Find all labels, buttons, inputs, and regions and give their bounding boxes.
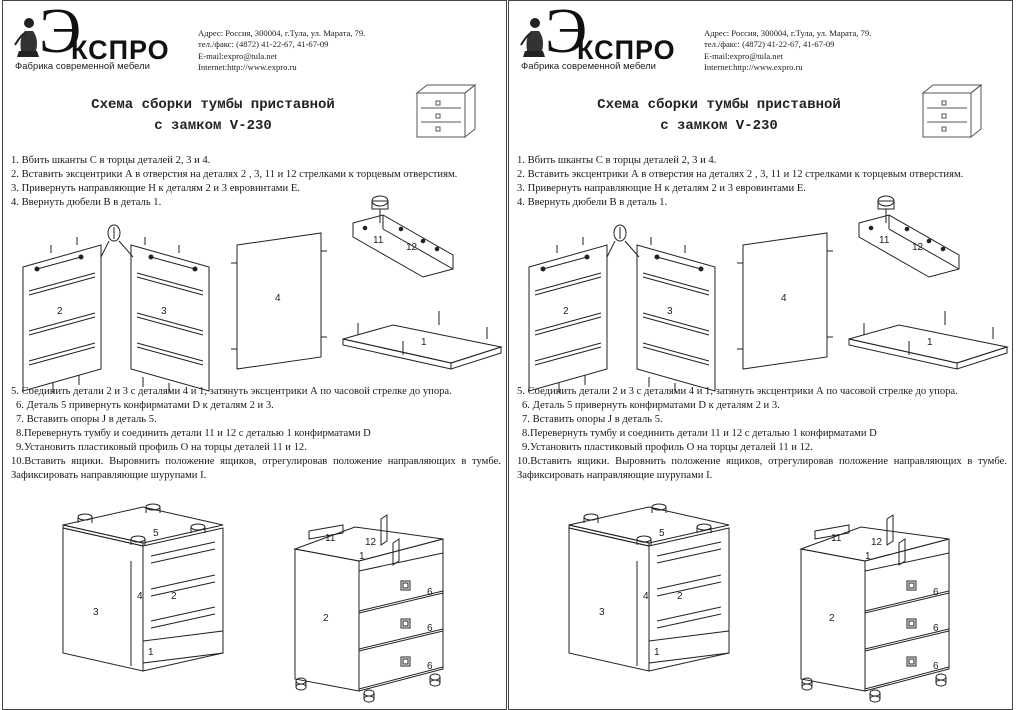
label-part-5: 5	[659, 528, 665, 539]
label-part-6-drawer-3: 6	[427, 661, 433, 672]
label-part-3-assembled: 3	[93, 607, 99, 618]
cabinet-thumbnail-icon	[923, 85, 981, 137]
label-part-12-assembled: 12	[365, 537, 377, 548]
label-part-4: 4	[781, 293, 787, 304]
eccentric-detail-icon	[607, 225, 639, 257]
label-part-4-assembled: 4	[643, 591, 649, 602]
title-line-1: Схема сборки тумбы приставной	[91, 97, 335, 113]
step-2: 2. Вставить эксцентрики А в отверстия на деталях 2 , 3, 11 и 12 стрелками к торцевым отверстиям.	[11, 169, 458, 180]
label-part-3-assembled: 3	[599, 607, 605, 618]
assembly-drawings	[509, 1, 1013, 710]
title-line-1: Схема сборки тумбы приставной	[597, 97, 841, 113]
step-9: 9.Установить пластиковый профиль О на торцы деталей 11 и 12.	[16, 442, 307, 453]
label-part-1-assembled: 1	[148, 647, 154, 658]
assembly-steps-1-4	[517, 154, 1007, 210]
assembly-steps-1-4	[11, 154, 501, 210]
label-part-12: 12	[406, 242, 418, 253]
assembly-drawings	[3, 1, 507, 710]
step-4: 4. Ввернуть дюбели В в деталь 1.	[517, 197, 668, 208]
label-part-4: 4	[275, 293, 281, 304]
carcass-assembly-drawing	[569, 504, 729, 671]
brand-tagline: Фабрика современной мебели	[15, 61, 150, 72]
step-2: 2. Вставить эксцентрики А в отверстия на деталях 2 , 3, 11 и 12 стрелками к торцевым отверстиям.	[517, 169, 964, 180]
step-10: 10.Вставить ящики. Выровнить положение ящиков, отрегулировав положение направляющих в тумбе. Зафиксировать направляющие шурупами I.	[11, 456, 501, 481]
label-part-11: 11	[879, 235, 890, 246]
label-part-1: 1	[927, 337, 933, 348]
assembly-steps-5-10	[517, 385, 1007, 483]
carcass-assembly-drawing	[63, 504, 223, 671]
brand-letter: Э	[39, 0, 82, 66]
label-part-2: 2	[563, 306, 569, 317]
brand-tagline: Фабрика современной мебели	[521, 61, 656, 72]
eccentric-detail-icon	[101, 225, 133, 257]
label-part-11-assembled: 11	[831, 533, 842, 544]
contact-internet: Internet:http://www.expro.ru	[198, 62, 297, 73]
brand-letter: Э	[545, 0, 588, 66]
contact-email: E-mail:expro@tula.net	[198, 50, 277, 61]
step-1: 1. Вбить шканты С в торцы деталей 2, 3 и 4.	[11, 155, 211, 166]
label-part-2: 2	[57, 306, 63, 317]
title-line-2: с замком V-230	[660, 118, 778, 134]
step-7: 7. Вставить опоры J в деталь 5.	[16, 414, 157, 425]
label-part-1-top: 1	[359, 551, 365, 562]
label-part-2-assembled: 2	[171, 591, 177, 602]
step-6: 6. Деталь 5 привернуть конфирматами D к деталям 2 и 3.	[522, 400, 780, 411]
label-part-11: 11	[373, 235, 384, 246]
step-3: 3. Привернуть направляющие Н к деталям 2 и 3 евровинтами Е.	[517, 183, 806, 194]
contact-address: Адрес: Россия, 300004, г.Тула, ул. Марата, 79.	[704, 28, 872, 38]
step-8: 8.Перевернуть тумбу и соединить детали 11 и 12 с деталью 1 конфирматами D	[16, 428, 371, 439]
label-part-1-top: 1	[865, 551, 871, 562]
assembly-steps-5-10	[11, 385, 501, 483]
part-3-drawing	[131, 237, 209, 393]
brand-name: КСПРО	[71, 35, 170, 65]
label-part-6-drawer-1: 6	[427, 587, 433, 598]
label-part-5: 5	[153, 528, 159, 539]
step-10: 10.Вставить ящики. Выровнить положение ящиков, отрегулировав положение направляющих в тумбе. Зафиксировать направляющие шурупами I.	[517, 456, 1007, 481]
label-part-11-assembled: 11	[325, 533, 336, 544]
label-part-6-drawer-3: 6	[933, 661, 939, 672]
label-part-12-assembled: 12	[871, 537, 883, 548]
step-7: 7. Вставить опоры J в деталь 5.	[522, 414, 663, 425]
label-part-2-side: 2	[323, 613, 329, 624]
contact-internet: Internet:http://www.expro.ru	[704, 62, 803, 73]
step-9: 9.Установить пластиковый профиль О на торцы деталей 11 и 12.	[522, 442, 813, 453]
contact-email: E-mail:expro@tula.net	[704, 50, 783, 61]
step-8: 8.Перевернуть тумбу и соединить детали 11 и 12 с деталью 1 конфирматами D	[522, 428, 877, 439]
label-part-12: 12	[912, 242, 924, 253]
label-part-1-assembled: 1	[654, 647, 660, 658]
step-1: 1. Вбить шканты С в торцы деталей 2, 3 и 4.	[517, 155, 717, 166]
label-part-2-assembled: 2	[677, 591, 683, 602]
step-5: 5. Соединить детали 2 и 3 с деталями 4 и 1, затянуть эксцентрики А по часовой стрелке до упора.	[11, 386, 452, 397]
label-part-2-side: 2	[829, 613, 835, 624]
label-part-6-drawer-2: 6	[933, 623, 939, 634]
step-4: 4. Ввернуть дюбели В в деталь 1.	[11, 197, 162, 208]
step-5: 5. Соединить детали 2 и 3 с деталями 4 и 1, затянуть эксцентрики А по часовой стрелке до упора.	[517, 386, 958, 397]
cabinet-thumbnail-icon	[417, 85, 475, 137]
instruction-sheet-right	[508, 0, 1013, 710]
contact-phone: тел./факс: (4872) 41-22-67, 41-67-09	[704, 39, 835, 50]
title-line-2: с замком V-230	[154, 118, 272, 134]
label-part-3: 3	[161, 306, 167, 317]
contact-phone: тел./факс: (4872) 41-22-67, 41-67-09	[198, 39, 329, 50]
label-part-3: 3	[667, 306, 673, 317]
label-part-4-assembled: 4	[137, 591, 143, 602]
step-6: 6. Деталь 5 привернуть конфирматами D к деталям 2 и 3.	[16, 400, 274, 411]
part-3-drawing	[637, 237, 715, 393]
label-part-6-drawer-1: 6	[933, 587, 939, 598]
label-part-1: 1	[421, 337, 427, 348]
step-3: 3. Привернуть направляющие Н к деталям 2 и 3 евровинтами Е.	[11, 183, 300, 194]
label-part-6-drawer-2: 6	[427, 623, 433, 634]
brand-name: КСПРО	[577, 35, 676, 65]
instruction-sheet-left	[2, 0, 507, 710]
contact-address: Адрес: Россия, 300004, г.Тула, ул. Марата, 79.	[198, 28, 366, 38]
